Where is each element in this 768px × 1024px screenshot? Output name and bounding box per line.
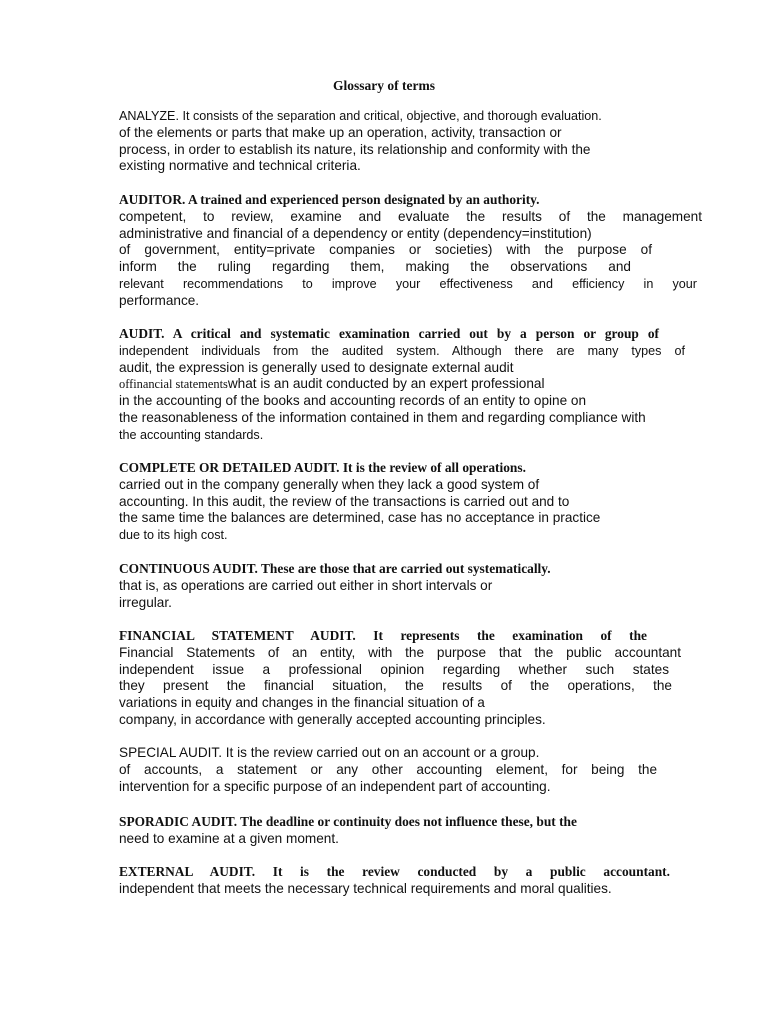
entry-heading-line: FINANCIAL STATEMENT AUDIT. It represents the examination of the	[119, 628, 647, 643]
entry-line: SPECIAL AUDIT. It is the review carried out on an account or a group.	[119, 745, 540, 760]
entry-line: carried out in the company generally when they lack a good system of	[119, 476, 540, 492]
glossary-entry-complete-audit	[119, 460, 702, 544]
entry-heading-line: AUDIT. A critical and systematic examination carried out by a person or group of	[119, 326, 659, 341]
entry-line: competent, to review, examine and evaluate the results of the management	[119, 208, 702, 224]
glossary-entry-external-audit	[119, 864, 702, 898]
glossary-entry-financial-statement-audit	[119, 628, 702, 729]
entry-line: that is, as operations are carried out either in short intervals or	[119, 577, 493, 593]
entry-line: need to examine at a given moment.	[119, 830, 339, 846]
entry-line	[119, 376, 702, 393]
entry-line: administrative and financial of a dependency or entity (dependency=institution)	[119, 225, 592, 241]
entry-heading-line: CONTINUOUS AUDIT. These are those that are carried out systematically.	[119, 561, 551, 576]
entry-line: in the accounting of the books and accounting records of an entity to opine on	[119, 393, 587, 409]
entry-line: of accounts, a statement or any other accounting element, for being the	[119, 761, 657, 777]
glossary-entry-sporadic-audit	[119, 814, 702, 848]
entry-line: the accounting standards.	[119, 427, 264, 442]
entry-line: ANALYZE. It consists of the separation and critical, objective, and thorough evaluation.	[119, 109, 602, 123]
entry-line: company, in accordance with generally accepted accounting principles.	[119, 711, 546, 727]
glossary-entry-audit	[119, 326, 702, 444]
entry-line: Financial Statements of an entity, with the purpose that the public accountant	[119, 644, 681, 660]
entry-line: audit, the expression is generally used to designate external audit	[119, 359, 514, 375]
glossary-entry-special-audit	[119, 745, 702, 795]
entry-line: the same time the balances are determined, case has no acceptance in practice	[119, 510, 601, 526]
entry-heading-line: SPORADIC AUDIT. The deadline or continuity does not influence these, but the	[119, 814, 577, 829]
entry-line: process, in order to establish its nature, its relationship and conformity with the	[119, 141, 591, 157]
entry-line: relevant recommendations to improve your effectiveness and efficiency in your	[119, 276, 697, 291]
entry-line: inform the ruling regarding them, making the observations and	[119, 259, 631, 275]
entry-line: of government, entity=private companies or societies) with the purpose of	[119, 242, 652, 258]
entry-line-serif-part: offinancial statements	[119, 377, 228, 392]
page-title: Glossary of terms	[333, 78, 435, 93]
entry-line: variations in equity and changes in the financial situation of a	[119, 695, 485, 711]
entry-line: the reasonableness of the information contained in them and regarding compliance with	[119, 409, 646, 425]
entry-heading-line: COMPLETE OR DETAILED AUDIT. It is the review of all operations.	[119, 460, 526, 475]
entry-line: independent that meets the necessary technical requirements and moral qualities.	[119, 880, 612, 896]
entry-line: independent issue a professional opinion regarding whether such states	[119, 661, 669, 677]
entry-heading-line: AUDITOR. A trained and experienced person designated by an authority.	[119, 192, 540, 207]
entry-line: due to its high cost.	[119, 528, 228, 543]
entry-line: independent individuals from the audited system. Although there are many types of	[119, 343, 685, 358]
glossary-entry-analyze	[119, 108, 702, 175]
entry-line: they present the financial situation, the results of the operations, the	[119, 678, 672, 694]
entry-line: existing normative and technical criteria.	[119, 158, 361, 174]
entry-line: accounting. In this audit, the review of the transactions is carried out and to	[119, 493, 570, 509]
entry-line: of the elements or parts that make up an operation, activity, transaction or	[119, 124, 562, 140]
entry-line: performance.	[119, 292, 200, 308]
entry-line: intervention for a specific purpose of an independent part of accounting.	[119, 778, 551, 794]
entry-heading-line: EXTERNAL AUDIT. It is the review conducted by a public accountant.	[119, 864, 670, 879]
entry-line: irregular.	[119, 594, 172, 610]
glossary-entry-continuous-audit	[119, 561, 702, 611]
entry-line-sans-part: what is an audit conducted by an expert professional	[227, 376, 545, 392]
glossary-entry-auditor	[119, 192, 702, 310]
